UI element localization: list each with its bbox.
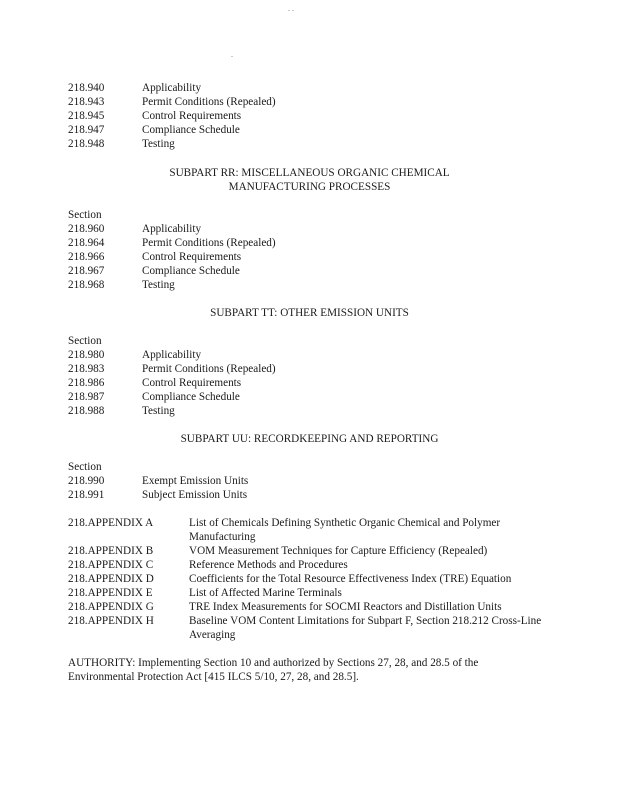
section-title: Control Requirements — [142, 110, 242, 122]
section-label: Section — [68, 209, 102, 221]
scan-speck: . — [231, 50, 233, 59]
subpart-tt-heading: SUBPART TT: OTHER EMISSION UNITS — [210, 307, 409, 319]
section-title: Testing — [142, 405, 175, 417]
scan-speck: . . — [288, 4, 294, 13]
section-title: Subject Emission Units — [142, 489, 248, 501]
section-row — [68, 250, 568, 264]
section-row — [68, 222, 568, 236]
section-title: Applicability — [142, 223, 202, 235]
section-label: Section — [68, 461, 102, 473]
appendix-title: Coefficients for the Total Resource Effectiveness Index (TRE) Equation — [189, 573, 512, 585]
subpart-rr-heading: SUBPART RR: MISCELLANEOUS ORGANIC CHEMICAL — [169, 167, 450, 179]
appendix-title: Reference Methods and Procedures — [189, 559, 348, 571]
section-number: 218.960 — [68, 223, 105, 235]
section-number: 218.947 — [68, 124, 105, 136]
section-number: 218.948 — [68, 138, 105, 150]
appendix-number: 218.APPENDIX A — [68, 517, 154, 529]
section-number: 218.990 — [68, 475, 105, 487]
section-number: 218.980 — [68, 349, 105, 361]
appendix-row — [68, 558, 568, 572]
subpart-rr-heading-cont: MANUFACTURING PROCESSES — [228, 181, 391, 193]
appendix-title: VOM Measurement Techniques for Capture Efficiency (Repealed) — [189, 545, 488, 557]
appendix-title: List of Chemicals Defining Synthetic Organic Chemical and Polymer Manufacturing — [189, 517, 501, 543]
section-number: 218.966 — [68, 251, 105, 263]
section-title: Control Requirements — [142, 251, 242, 263]
appendix-number: 218.APPENDIX D — [68, 573, 154, 585]
section-list — [68, 460, 568, 502]
appendix-row — [68, 516, 568, 544]
section-row — [68, 95, 568, 109]
section-row — [68, 278, 568, 292]
section-row — [68, 362, 568, 376]
section-number: 218.968 — [68, 279, 105, 291]
section-list — [68, 334, 568, 418]
appendix-list — [68, 516, 568, 642]
section-title: Compliance Schedule — [142, 391, 240, 403]
section-number: 218.945 — [68, 110, 105, 122]
section-title: Control Requirements — [142, 377, 242, 389]
section-title: Testing — [142, 138, 175, 150]
section-number: 218.964 — [68, 237, 105, 249]
section-row — [68, 390, 568, 404]
section-row — [68, 123, 568, 137]
section-list — [68, 81, 568, 151]
section-number: 218.991 — [68, 489, 105, 501]
section-row — [68, 137, 568, 151]
section-row — [68, 81, 568, 95]
appendix-title: TRE Index Measurements for SOCMI Reactors and Distillation Units — [189, 601, 502, 613]
section-row — [68, 376, 568, 390]
appendix-row — [68, 600, 568, 614]
section-title: Compliance Schedule — [142, 124, 240, 136]
section-row — [68, 264, 568, 278]
section-number: 218.988 — [68, 405, 105, 417]
section-row — [68, 488, 568, 502]
section-number: 218.967 — [68, 265, 105, 277]
section-number: 218.940 — [68, 82, 105, 94]
appendix-row — [68, 614, 568, 642]
appendix-number: 218.APPENDIX C — [68, 559, 154, 571]
appendix-number: 218.APPENDIX B — [68, 545, 154, 557]
section-list — [68, 208, 568, 292]
appendix-number: 218.APPENDIX H — [68, 615, 154, 627]
section-row — [68, 348, 568, 362]
section-row — [68, 236, 568, 250]
section-row — [68, 109, 568, 123]
section-title: Exempt Emission Units — [142, 475, 249, 487]
section-title: Testing — [142, 279, 175, 291]
appendix-row — [68, 586, 568, 600]
section-title: Applicability — [142, 82, 202, 94]
section-title: Permit Conditions (Repealed) — [142, 237, 276, 249]
section-number: 218.986 — [68, 377, 105, 389]
section-label: Section — [68, 335, 102, 347]
section-row — [68, 474, 568, 488]
section-number: 218.943 — [68, 96, 105, 108]
section-number: 218.983 — [68, 363, 105, 375]
subpart-uu-heading: SUBPART UU: RECORDKEEPING AND REPORTING — [180, 433, 439, 445]
section-title: Permit Conditions (Repealed) — [142, 363, 276, 375]
section-title: Applicability — [142, 349, 202, 361]
section-row — [68, 404, 568, 418]
section-title: Compliance Schedule — [142, 265, 240, 277]
section-title: Permit Conditions (Repealed) — [142, 96, 276, 108]
appendix-number: 218.APPENDIX E — [68, 587, 153, 599]
authority-note: AUTHORITY: Implementing Section 10 and authorized by Sections 27, 28, and 28.5 of the Environmental Protection Act [415 ILCS 5/10, 27, 28, and 28.5]. — [68, 657, 479, 683]
appendix-row — [68, 544, 568, 558]
appendix-number: 218.APPENDIX G — [68, 601, 154, 613]
appendix-title: Baseline VOM Content Limitations for Subpart F, Section 218.212 Cross-Line Averaging — [189, 615, 542, 641]
appendix-title: List of Affected Marine Terminals — [189, 587, 342, 599]
section-number: 218.987 — [68, 391, 105, 403]
appendix-row — [68, 572, 568, 586]
